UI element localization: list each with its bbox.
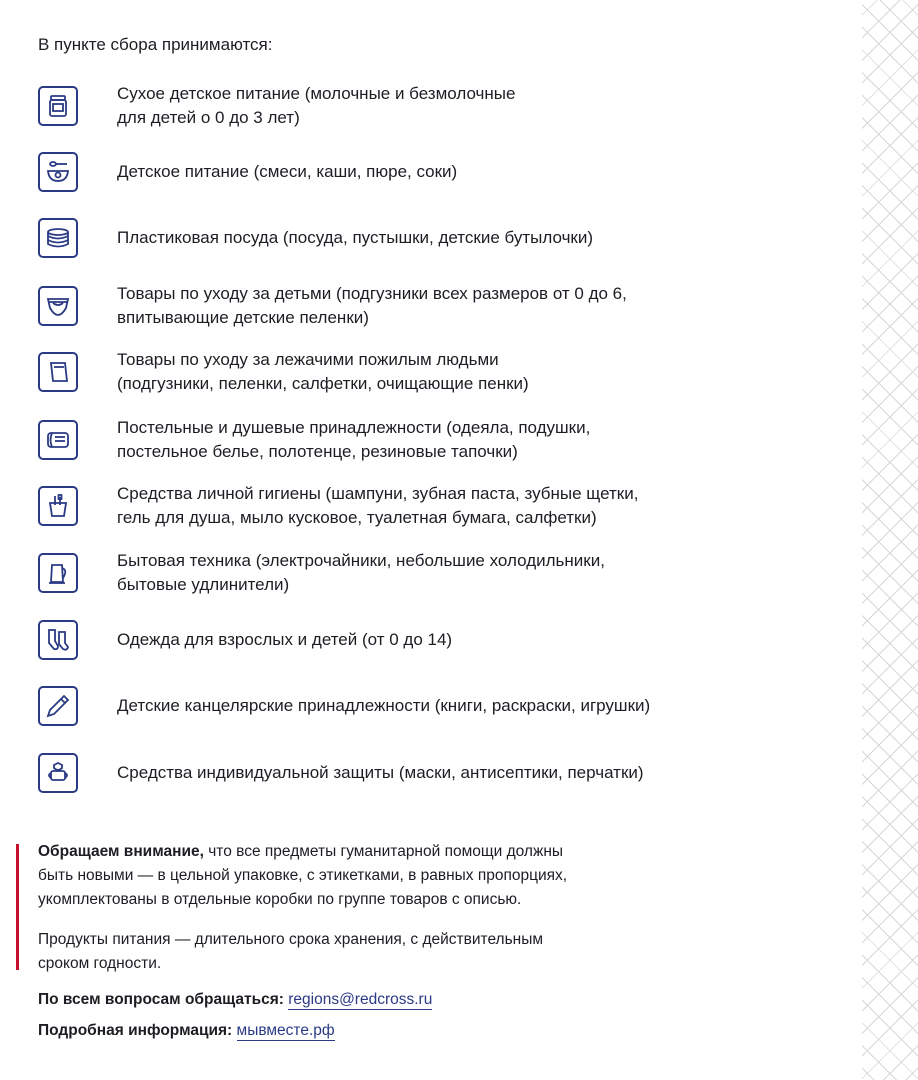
list-item-appliances (38, 551, 798, 595)
item-line: бытовые удлинители) (117, 575, 290, 594)
contact-email-row (38, 989, 432, 1011)
item-text (117, 482, 638, 530)
item-line: для детей о 0 до 3 лет) (117, 108, 300, 127)
mask-icon (38, 753, 78, 793)
item-text (117, 416, 590, 464)
food-line: Продукты питания — длительного срока хранения, с действительным (38, 931, 544, 948)
item-text (117, 160, 457, 184)
item-line: постельное белье, полотенце, резиновые тапочки) (117, 442, 518, 461)
item-text (117, 348, 529, 396)
item-line: Товары по уходу за лежачими пожилым людьми (117, 350, 499, 369)
list-item-hygiene (38, 484, 798, 528)
list-item-bedding (38, 418, 798, 462)
notice-line: что все предметы гуманитарной помощи должны (208, 843, 564, 860)
contact-info-label: Подробная информация: (38, 1022, 233, 1039)
socks-icon (38, 620, 78, 660)
list-item-clothes (38, 618, 798, 662)
item-text (117, 282, 627, 330)
diaper-icon (38, 286, 78, 326)
list-item-stationery (38, 684, 798, 728)
food-paragraph (38, 928, 543, 976)
item-line: Сухое детское питание (молочные и безмолочные (117, 84, 516, 103)
notice-accent-bar (16, 844, 19, 970)
notice-block (16, 840, 636, 970)
baby-food-jar-icon (38, 86, 78, 126)
list-item-elderly-care (38, 350, 798, 394)
list-item-ppe (38, 751, 798, 795)
plates-stack-icon (38, 218, 78, 258)
item-line: Детское питание (смеси, каши, пюре, соки) (117, 162, 458, 181)
item-text (117, 761, 644, 785)
food-line: сроком годности. (38, 955, 162, 972)
side-pattern (862, 0, 918, 1080)
item-line: Средства индивидуальной защиты (маски, антисептики, перчатки) (117, 763, 644, 782)
list-item-baby-care (38, 284, 798, 328)
item-text (117, 226, 593, 250)
item-text (117, 694, 650, 718)
info-link[interactable]: мывместе.рф (236, 1022, 335, 1039)
item-line: Детские канцелярские принадлежности (книги, раскраски, игрушки) (117, 696, 651, 715)
kettle-icon (38, 553, 78, 593)
toothbrush-cup-icon (38, 486, 78, 526)
page-heading: В пункте сбора принимаются: (38, 35, 273, 54)
item-line: Пластиковая посуда (посуда, пустышки, детские бутылочки) (117, 228, 594, 247)
list-item-baby-food (38, 150, 798, 194)
contact-email-label: По всем вопросам обращаться: (38, 991, 284, 1008)
pencil-icon (38, 686, 78, 726)
item-line: Бытовая техника (электрочайники, небольшие холодильники, (117, 551, 605, 570)
notice-bold-lead: Обращаем внимание, (38, 843, 204, 860)
item-text (117, 82, 515, 130)
item-text (117, 628, 452, 652)
item-line: впитывающие детские пеленки) (117, 308, 369, 327)
item-text (117, 549, 605, 597)
pad-icon (38, 352, 78, 392)
notice-line: укомплектованы в отдельные коробки по группе товаров с описью. (38, 891, 522, 908)
email-link[interactable]: regions@redcross.ru (288, 991, 433, 1008)
item-line: Постельные и душевые принадлежности (одеяла, подушки, (117, 418, 591, 437)
item-line: (подгузники, пеленки, салфетки, очищающие пенки) (117, 374, 529, 393)
contact-info-row (38, 1020, 335, 1042)
item-line: гель для душа, мыло кусковое, туалетная бумага, салфетки) (117, 508, 597, 527)
list-item-dry-baby-food (38, 84, 798, 128)
item-line: Одежда для взрослых и детей (от 0 до 14) (117, 630, 453, 649)
bowl-spoon-icon (38, 152, 78, 192)
notice-paragraph (38, 840, 567, 912)
item-line: Товары по уходу за детьми (подгузники всех размеров от 0 до 6, (117, 284, 627, 303)
folded-towels-icon (38, 420, 78, 460)
item-line: Средства личной гигиены (шампуни, зубная паста, зубные щетки, (117, 484, 639, 503)
notice-line: быть новыми — в цельной упаковке, с этикетками, в равных пропорциях, (38, 867, 568, 884)
list-item-plastic-dishes (38, 216, 798, 260)
